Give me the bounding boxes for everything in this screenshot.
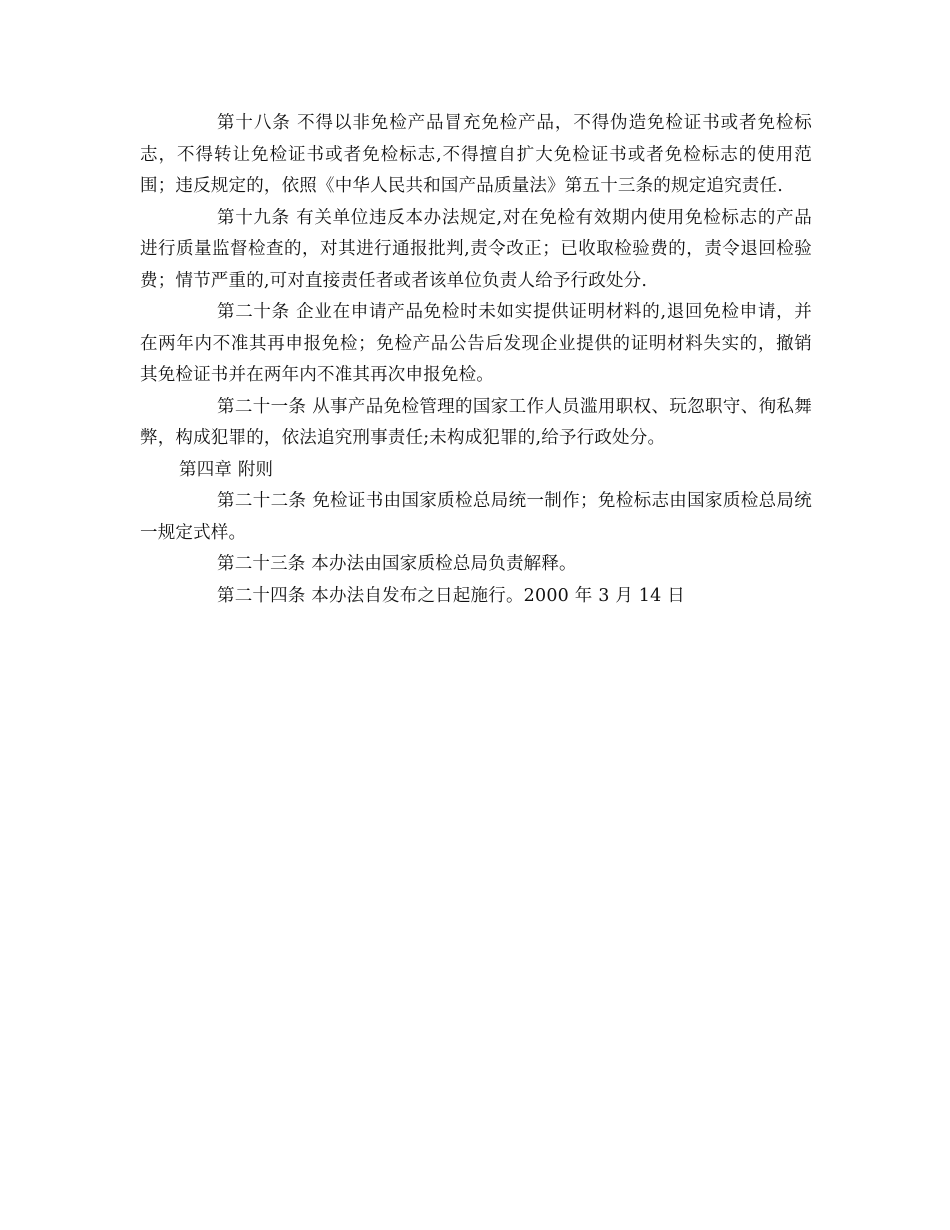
chapter-heading: 第四章 附则: [179, 459, 274, 480]
article-22: 第二十二条 免检证书由国家质检总局统一制作；免检标志由国家质检总局统一规定式样。: [140, 491, 812, 543]
article-18: 第十八条 不得以非免检产品冒充免检产品，不得伪造免检证书或者免检标志，不得转让免检证书或者免检标志,不得擅自扩大免检证书或者免检标志的使用范围；违反规定的，依照《中华人民共和国产品质量法》第五十三条的规定追究责任.: [140, 113, 812, 196]
article-19: 第十九条 有关单位违反本办法规定,对在免检有效期内使用免检标志的产品进行质量监督检查的，对其进行通报批判,责令改正；已收取检验费的，责令退回检验费；情节严重的,可对直接责任者或者该单位负责人给予行政处分.: [140, 207, 812, 291]
article-23: 第二十三条 本办法由国家质检总局负责解释。: [217, 554, 577, 574]
document-body: [140, 108, 812, 612]
article-20: 第二十条 企业在申请产品免检时未如实提供证明材料的,退回免检申请，并在两年内不准其再申报免检；免检产品公告后发现企业提供的证明材料失实的，撤销其免检证书并在两年内不准其再次申报免检。: [140, 302, 812, 385]
article-21: 第二十一条 从事产品免检管理的国家工作人员滥用职权、玩忽职守、徇私舞弊，构成犯罪的，依法追究刑事责任;未构成犯罪的,给予行政处分。: [140, 396, 812, 448]
article-24: 第二十四条 本办法自发布之日起施行。2000 年 3 月 14 日: [217, 585, 685, 606]
